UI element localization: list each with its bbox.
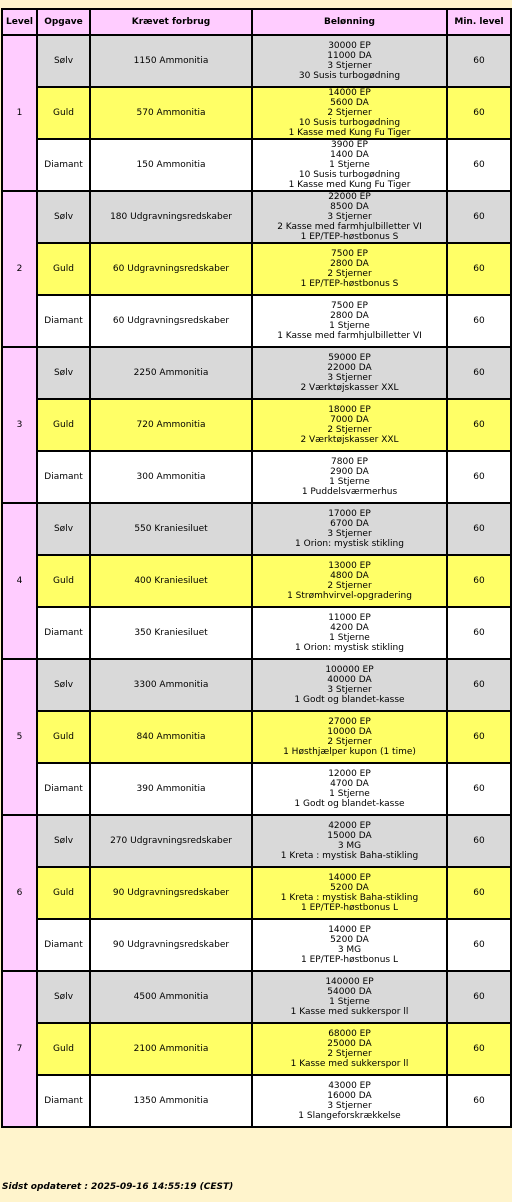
task-cell: Sølv — [37, 503, 90, 555]
level-cell: 4 — [2, 503, 37, 659]
level-cell: 6 — [2, 815, 37, 971]
reward-line: 14000 EP — [328, 925, 371, 935]
reward-line: 1 Kreta : mystisk Baha-stikling — [280, 893, 419, 903]
reward-line: 100000 EP — [325, 665, 374, 675]
required-cell: 4500 Ammonitia — [90, 971, 252, 1023]
min-level-cell: 60 — [447, 399, 511, 451]
last-updated: Sidst opdateret : 2025-09-16 14:55:19 (CEST) — [2, 1182, 234, 1192]
header-row — [2, 9, 511, 35]
reward-line: 42000 EP — [328, 821, 371, 831]
required-cell: 90 Udgravningsredskaber — [90, 919, 252, 971]
reward-line: 1 Puddelsværmerhus — [301, 487, 398, 497]
task-cell: Sølv — [37, 347, 90, 399]
task-cell: Sølv — [37, 659, 90, 711]
header-required: Krævet forbrug — [90, 9, 252, 35]
task-cell: Sølv — [37, 815, 90, 867]
table-body — [2, 35, 511, 1127]
header-min-level: Min. level — [447, 9, 511, 35]
reward-line: 1 EP/TEP-høstbonus S — [300, 279, 399, 289]
reward-line: 68000 EP — [328, 1029, 371, 1039]
reward-line: 1 Godt og blandet-kasse — [294, 695, 405, 705]
table-row — [2, 347, 511, 399]
table-row — [2, 867, 511, 919]
min-level-cell: 60 — [447, 347, 511, 399]
required-cell: 90 Udgravningsredskaber — [90, 867, 252, 919]
level-cell: 7 — [2, 971, 37, 1127]
table-row — [2, 971, 511, 1023]
reward-cell — [252, 35, 447, 87]
rewards-table — [1, 8, 512, 1128]
reward-cell — [252, 867, 447, 919]
required-cell: 3300 Ammonitia — [90, 659, 252, 711]
reward-cell — [252, 919, 447, 971]
task-cell: Guld — [37, 243, 90, 295]
required-cell: 840 Ammonitia — [90, 711, 252, 763]
header-level: Level — [2, 9, 37, 35]
min-level-cell: 60 — [447, 35, 511, 87]
reward-line: 10 Susis turbogødning — [298, 118, 401, 128]
reward-line: 22000 DA — [327, 363, 372, 373]
reward-line: 59000 EP — [328, 353, 371, 363]
reward-line: 4700 DA — [330, 779, 369, 789]
task-cell: Sølv — [37, 191, 90, 243]
min-level-cell: 60 — [447, 919, 511, 971]
reward-line: 2800 DA — [330, 311, 369, 321]
reward-line: 12000 EP — [328, 769, 371, 779]
reward-line: 1 Orion: mystisk stikling — [295, 643, 404, 653]
table-row — [2, 919, 511, 971]
reward-line: 1 Slangeforskrækkelse — [298, 1111, 401, 1121]
table-row — [2, 295, 511, 347]
reward-line: 22000 EP — [328, 192, 371, 202]
reward-cell — [252, 295, 447, 347]
min-level-cell: 60 — [447, 1023, 511, 1075]
reward-line: 18000 EP — [328, 405, 371, 415]
table-row — [2, 503, 511, 555]
table-row — [2, 555, 511, 607]
level-cell: 1 — [2, 35, 37, 191]
table-row — [2, 607, 511, 659]
required-cell: 720 Ammonitia — [90, 399, 252, 451]
reward-cell — [252, 503, 447, 555]
task-cell: Guld — [37, 555, 90, 607]
min-level-cell: 60 — [447, 971, 511, 1023]
required-cell: 350 Kraniesiluet — [90, 607, 252, 659]
reward-line: 2 Stjerner — [327, 1049, 372, 1059]
level-cell: 2 — [2, 191, 37, 347]
reward-line: 2 Stjerner — [327, 269, 372, 279]
min-level-cell: 60 — [447, 555, 511, 607]
reward-line: 7500 EP — [331, 249, 368, 259]
reward-line: 3 Stjerner — [327, 61, 372, 71]
reward-line: 1 Kasse med sukkerspor ll — [290, 1059, 409, 1069]
reward-line: 5200 DA — [330, 883, 369, 893]
reward-cell — [252, 191, 447, 243]
task-cell: Diamant — [37, 1075, 90, 1127]
reward-line: 2 Stjerner — [327, 108, 372, 118]
reward-line: 7500 EP — [331, 301, 368, 311]
reward-cell — [252, 659, 447, 711]
task-cell: Guld — [37, 87, 90, 139]
min-level-cell: 60 — [447, 295, 511, 347]
reward-line: 4800 DA — [330, 571, 369, 581]
table-row — [2, 87, 511, 139]
reward-line: 30 Susis turbogødning — [298, 71, 401, 81]
required-cell: 60 Udgravningsredskaber — [90, 295, 252, 347]
reward-line: 1 Stjerne — [329, 633, 370, 643]
reward-line: 11000 DA — [327, 51, 372, 61]
table-row — [2, 451, 511, 503]
required-cell: 390 Ammonitia — [90, 763, 252, 815]
reward-line: 2 Værktøjskasser XXL — [300, 383, 399, 393]
reward-line: 5600 DA — [330, 98, 369, 108]
reward-line: 2 Stjerner — [327, 581, 372, 591]
reward-line: 6700 DA — [330, 519, 369, 529]
reward-line: 1 Stjerne — [329, 997, 370, 1007]
task-cell: Guld — [37, 867, 90, 919]
table-row — [2, 711, 511, 763]
required-cell: 2250 Ammonitia — [90, 347, 252, 399]
reward-line: 1 EP/TEP-høstbonus L — [300, 955, 398, 965]
reward-line: 10000 DA — [327, 727, 372, 737]
reward-line: 1 EP/TEP-høstbonus S — [300, 232, 399, 242]
reward-cell — [252, 1023, 447, 1075]
min-level-cell: 60 — [447, 815, 511, 867]
table-row — [2, 815, 511, 867]
reward-line: 2 Værktøjskasser XXL — [300, 435, 399, 445]
reward-line: 1 Stjerne — [329, 160, 370, 170]
reward-line: 2 Stjerner — [327, 737, 372, 747]
reward-cell — [252, 763, 447, 815]
min-level-cell: 60 — [447, 763, 511, 815]
reward-cell — [252, 139, 447, 191]
reward-line: 27000 EP — [328, 717, 371, 727]
table-row — [2, 659, 511, 711]
table-row — [2, 191, 511, 243]
reward-line: 2 Stjerner — [327, 425, 372, 435]
reward-line: 3 Stjerner — [327, 685, 372, 695]
reward-line: 3 MG — [337, 841, 362, 851]
task-cell: Guld — [37, 1023, 90, 1075]
table-row — [2, 1023, 511, 1075]
reward-line: 5200 DA — [330, 935, 369, 945]
reward-cell — [252, 815, 447, 867]
reward-cell — [252, 399, 447, 451]
reward-line: 1 Stjerne — [329, 321, 370, 331]
reward-line: 3 MG — [337, 945, 362, 955]
reward-line: 1 Høsthjælper kupon (1 time) — [283, 747, 416, 757]
task-cell: Diamant — [37, 451, 90, 503]
task-cell: Guld — [37, 711, 90, 763]
min-level-cell: 60 — [447, 1075, 511, 1127]
reward-line: 1 Stjerne — [329, 789, 370, 799]
reward-line: 3 Stjerner — [327, 1101, 372, 1111]
required-cell: 2100 Ammonitia — [90, 1023, 252, 1075]
required-cell: 150 Ammonitia — [90, 139, 252, 191]
reward-line: 14000 EP — [328, 873, 371, 883]
required-cell: 180 Udgravningsredskaber — [90, 191, 252, 243]
reward-line: 3 Stjerner — [327, 373, 372, 383]
min-level-cell: 60 — [447, 867, 511, 919]
table-row — [2, 763, 511, 815]
reward-cell — [252, 1075, 447, 1127]
reward-line: 1 Kasse med Kung Fu Tiger — [288, 128, 411, 138]
min-level-cell: 60 — [447, 503, 511, 555]
reward-cell — [252, 555, 447, 607]
reward-line: 1 Orion: mystisk stikling — [295, 539, 404, 549]
reward-line: 2800 DA — [330, 259, 369, 269]
table-row — [2, 399, 511, 451]
reward-line: 10 Susis turbogødning — [298, 170, 401, 180]
required-cell: 1150 Ammonitia — [90, 35, 252, 87]
header-task: Opgave — [37, 9, 90, 35]
reward-line: 4200 DA — [330, 623, 369, 633]
reward-cell — [252, 971, 447, 1023]
reward-line: 1 EP/TEP-høstbonus L — [300, 903, 398, 913]
reward-line: 3 Stjerner — [327, 529, 372, 539]
reward-line: 7000 DA — [330, 415, 369, 425]
task-cell: Diamant — [37, 295, 90, 347]
task-cell: Sølv — [37, 35, 90, 87]
reward-line: 54000 DA — [327, 987, 372, 997]
min-level-cell: 60 — [447, 451, 511, 503]
reward-cell — [252, 347, 447, 399]
reward-line: 30000 EP — [328, 41, 371, 51]
min-level-cell: 60 — [447, 243, 511, 295]
reward-cell — [252, 243, 447, 295]
reward-line: 25000 DA — [327, 1039, 372, 1049]
reward-line: 1 Godt og blandet-kasse — [294, 799, 405, 809]
min-level-cell: 60 — [447, 607, 511, 659]
task-cell: Guld — [37, 399, 90, 451]
reward-line: 1 Kasse med Kung Fu Tiger — [288, 180, 411, 190]
reward-line: 7800 EP — [331, 457, 368, 467]
reward-line: 8500 DA — [330, 202, 369, 212]
task-cell: Diamant — [37, 607, 90, 659]
reward-line: 3 Stjerner — [327, 212, 372, 222]
table-row — [2, 139, 511, 191]
reward-line: 2 Kasse med farmhjulbilletter VI — [277, 222, 422, 232]
required-cell: 400 Kraniesiluet — [90, 555, 252, 607]
reward-line: 1 Kasse med sukkerspor ll — [290, 1007, 409, 1017]
level-cell: 3 — [2, 347, 37, 503]
reward-line: 15000 DA — [327, 831, 372, 841]
reward-cell — [252, 87, 447, 139]
reward-line: 14000 EP — [328, 88, 371, 98]
task-cell: Sølv — [37, 971, 90, 1023]
reward-line: 1 Stjerne — [329, 477, 370, 487]
task-cell: Diamant — [37, 919, 90, 971]
reward-cell — [252, 607, 447, 659]
reward-line: 40000 DA — [327, 675, 372, 685]
reward-line: 16000 DA — [327, 1091, 372, 1101]
table-row — [2, 243, 511, 295]
required-cell: 60 Udgravningsredskaber — [90, 243, 252, 295]
min-level-cell: 60 — [447, 711, 511, 763]
reward-line: 3900 EP — [331, 140, 368, 150]
min-level-cell: 60 — [447, 659, 511, 711]
required-cell: 1350 Ammonitia — [90, 1075, 252, 1127]
min-level-cell: 60 — [447, 139, 511, 191]
task-cell: Diamant — [37, 139, 90, 191]
reward-line: 13000 EP — [328, 561, 371, 571]
level-cell: 5 — [2, 659, 37, 815]
required-cell: 270 Udgravningsredskaber — [90, 815, 252, 867]
reward-line: 11000 EP — [328, 613, 371, 623]
reward-cell — [252, 451, 447, 503]
required-cell: 570 Ammonitia — [90, 87, 252, 139]
reward-line: 1 Kasse med farmhjulbilletter VI — [277, 331, 422, 341]
reward-line: 2900 DA — [330, 467, 369, 477]
reward-line: 1 Strømhvirvel-opgradering — [287, 591, 412, 601]
header-reward: Belønning — [252, 9, 447, 35]
reward-line: 140000 EP — [325, 977, 374, 987]
reward-line: 43000 EP — [328, 1081, 371, 1091]
min-level-cell: 60 — [447, 191, 511, 243]
min-level-cell: 60 — [447, 87, 511, 139]
task-cell: Diamant — [37, 763, 90, 815]
reward-line: 1 Kreta : mystisk Baha-stikling — [280, 851, 419, 861]
reward-line: 17000 EP — [328, 509, 371, 519]
table-row — [2, 1075, 511, 1127]
required-cell: 300 Ammonitia — [90, 451, 252, 503]
reward-cell — [252, 711, 447, 763]
reward-line: 1400 DA — [330, 150, 369, 160]
table-row — [2, 35, 511, 87]
required-cell: 550 Kraniesiluet — [90, 503, 252, 555]
